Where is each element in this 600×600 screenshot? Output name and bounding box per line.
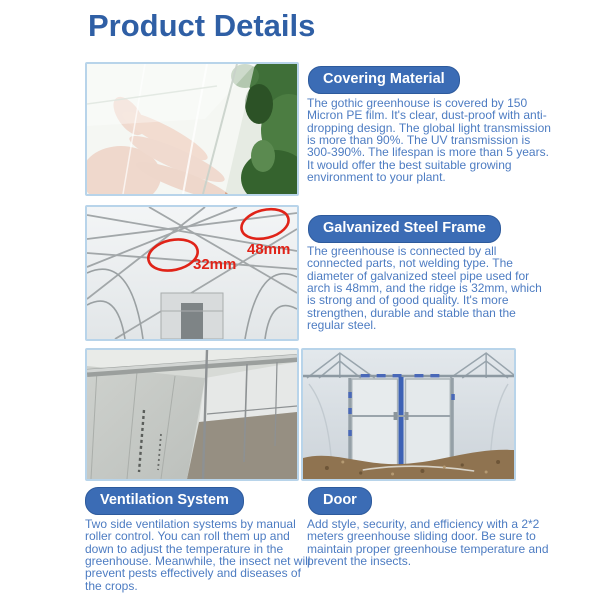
far-end-wall xyxy=(161,293,223,339)
rollup-tarp-panel xyxy=(87,366,205,479)
left-door-panel xyxy=(352,379,398,467)
steel-frame-description: The greenhouse is connected by all connected parts, not welding type. The diameter of galvanized steel pipe used for arch is 48mm, and the ridge is 32mm, which is strong and of good quality. It's more strengthen, durable and stable than the regular steel. xyxy=(307,244,542,333)
steel-frame-heading-badge: Galvanized Steel Frame xyxy=(308,215,501,243)
door-photo-illustration xyxy=(303,350,514,479)
door-photo xyxy=(301,348,516,481)
door-description: Add style, security, and efficiency with a 2*2 meters greenhouse sliding door. Be sure to maintain proper greenhouse temperature and prevent the insects. xyxy=(307,517,549,569)
covering-material-heading-badge: Covering Material xyxy=(308,66,460,94)
right-door-panel xyxy=(406,379,451,467)
ventilation-description: Two side ventilation systems by manual roller control. You can roll them up and down to adjust the temperature in the greenhouse. Meanwhile, the insect net will prevent pests effectively and diseases of the crops. xyxy=(85,517,311,593)
steel-frame-photo xyxy=(85,205,299,341)
covering-material-photo xyxy=(85,62,299,196)
page-title: Product Details xyxy=(88,8,316,43)
ridge-diameter-label: 32mm xyxy=(193,256,237,273)
sliding-doors xyxy=(348,377,454,469)
covering-material-description: The gothic greenhouse is covered by 150 Micron PE film. It's clear, dust-proof with anti-dropping design. The global light transmission is more than 90%. The UV transmission is 300-390%. The lifespan is more than 5 years. It would offer the best suitable growing environment to your plant. xyxy=(307,96,551,185)
arch-diameter-label: 48mm xyxy=(247,241,291,258)
ventilation-photo xyxy=(85,348,299,481)
ventilation-heading-badge: Ventilation System xyxy=(85,487,244,515)
door-handle xyxy=(394,412,398,420)
door-heading-badge: Door xyxy=(308,487,372,515)
pe-film-photo-illustration xyxy=(87,64,297,194)
ventilation-photo-illustration xyxy=(87,350,297,479)
door-handle xyxy=(405,412,409,420)
center-blue-post xyxy=(399,377,404,469)
steel-frame-photo-illustration xyxy=(87,207,297,339)
